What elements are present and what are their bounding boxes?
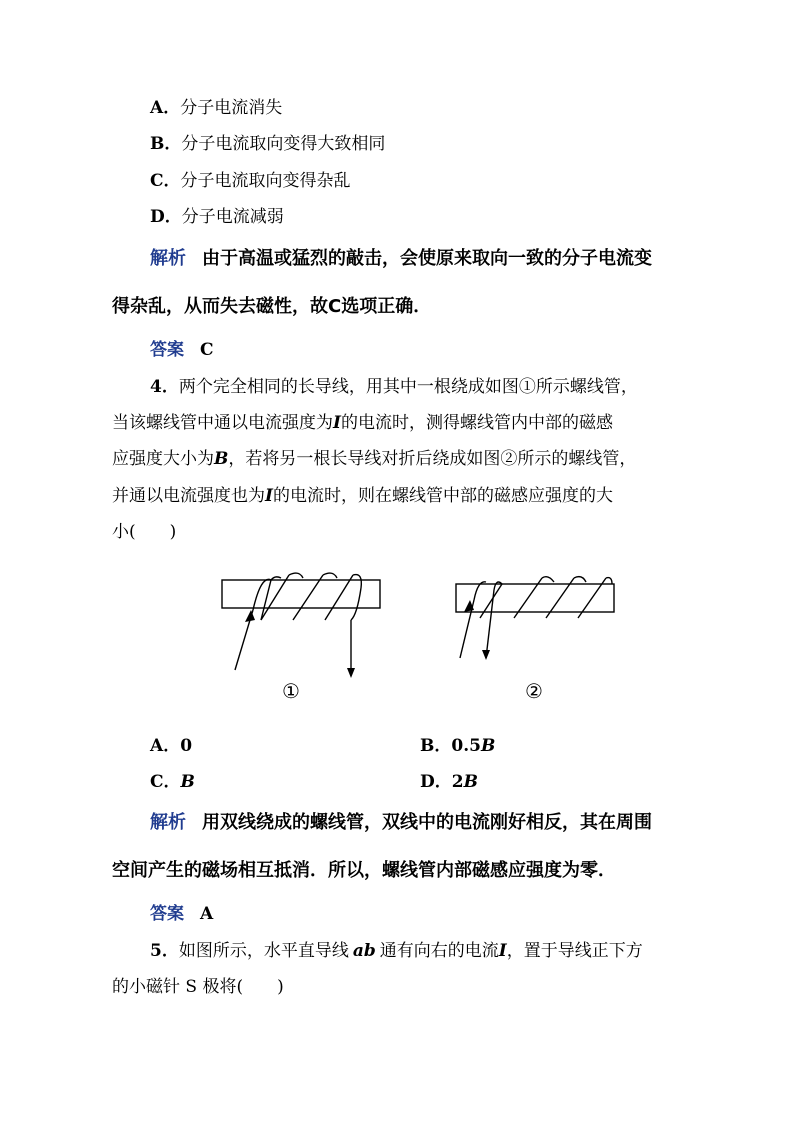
variable-b: B [480,736,496,756]
q3-analysis-line1 [150,248,652,270]
option-label: D． [420,772,452,792]
q4-analysis-line2 [112,860,616,882]
option-label: B． [150,134,182,154]
q3-option-d [150,206,284,228]
variable-b: B [214,449,229,469]
figure-2-label: ② [525,679,543,703]
question-text: 的小磁针 S 极将( ) [112,977,284,997]
variable-b: B [180,772,195,792]
q4-line3 [112,448,636,470]
answer-tag: 答案 [150,904,184,924]
analysis-text: 得杂乱，从而失去磁性，故C选项正确． [112,296,432,317]
option-text: 分子电流取向变得杂乱 [180,171,351,191]
solenoid-figure-2 [450,570,625,665]
q3-answer [150,339,214,361]
q4-answer [150,903,213,925]
option-text: 分子电流取向变得大致相同 [181,134,386,154]
question-text: 并通以电流强度也为 [112,486,265,506]
option-label: A． [150,98,181,118]
q4-line2 [112,412,613,434]
q3-analysis-line2 [112,296,431,318]
q4-option-b [420,735,495,757]
q3-option-a [150,97,282,119]
question-text: 两个完全相同的长导线，用其中一根绕成如图①所示螺线管， [178,377,638,397]
option-value: 0.5 [451,736,481,756]
question-number: 5． [150,941,179,961]
analysis-text: 空间产生的磁场相互抵消．所以，螺线管内部磁感应强度为零． [112,860,616,881]
q5-line1 [150,940,643,962]
option-label: A． [150,736,181,756]
option-label: C． [150,171,181,191]
variable-b: B [463,772,478,792]
q4-line4 [112,485,613,507]
solenoid-figure-1 [215,570,395,685]
variable-i: I [333,413,341,433]
question-text: 通有向右的电流 [379,941,499,961]
question-text: 的电流时，测得螺线管内中部的磁感 [340,413,613,433]
variable-i: I [498,941,507,961]
q3-option-c [150,170,351,192]
q5-line2 [112,976,284,998]
q4-analysis-line1 [150,812,652,834]
question-text: 当该螺线管中通以电流强度为 [112,413,333,433]
q3-option-b [150,133,385,155]
option-text: 分子电流消失 [180,98,283,118]
question-text: 如图所示，水平直导线 [178,941,349,961]
option-label: B． [420,736,452,756]
question-text: 的电流时，则在螺线管中部的磁感应强度的大 [272,486,613,506]
answer-value: C [200,340,214,360]
q4-option-d [420,771,478,793]
q4-option-c [150,771,195,793]
answer-tag: 答案 [150,340,184,360]
q4-line5 [112,521,176,543]
question-text: 应强度大小为 [112,449,214,469]
variable-ab: ab [352,941,376,961]
analysis-text: 用双线绕成的螺线管，双线中的电流刚好相反，其在周围 [202,812,652,833]
variable-i: I [265,486,273,506]
analysis-tag: 解析 [150,248,186,269]
q4-option-a [150,735,192,757]
q4-line1 [150,376,638,398]
question-text: ，置于导线正下方 [506,941,643,961]
option-value: 0 [180,736,193,756]
question-number: 4． [150,377,179,397]
question-text: 小( ) [112,522,177,542]
option-label: D． [150,207,182,227]
option-text: 分子电流减弱 [181,207,284,227]
option-label: C． [150,772,181,792]
option-value: 2 [451,772,464,792]
question-text: ，若将另一根长导线对折后绕成如图②所示的螺线管， [228,449,637,469]
analysis-tag: 解析 [150,812,186,833]
figure-1-label: ① [282,679,300,703]
analysis-text: 由于高温或猛烈的敲击，会使原来取向一致的分子电流变 [202,248,652,269]
answer-value: A [200,904,214,924]
